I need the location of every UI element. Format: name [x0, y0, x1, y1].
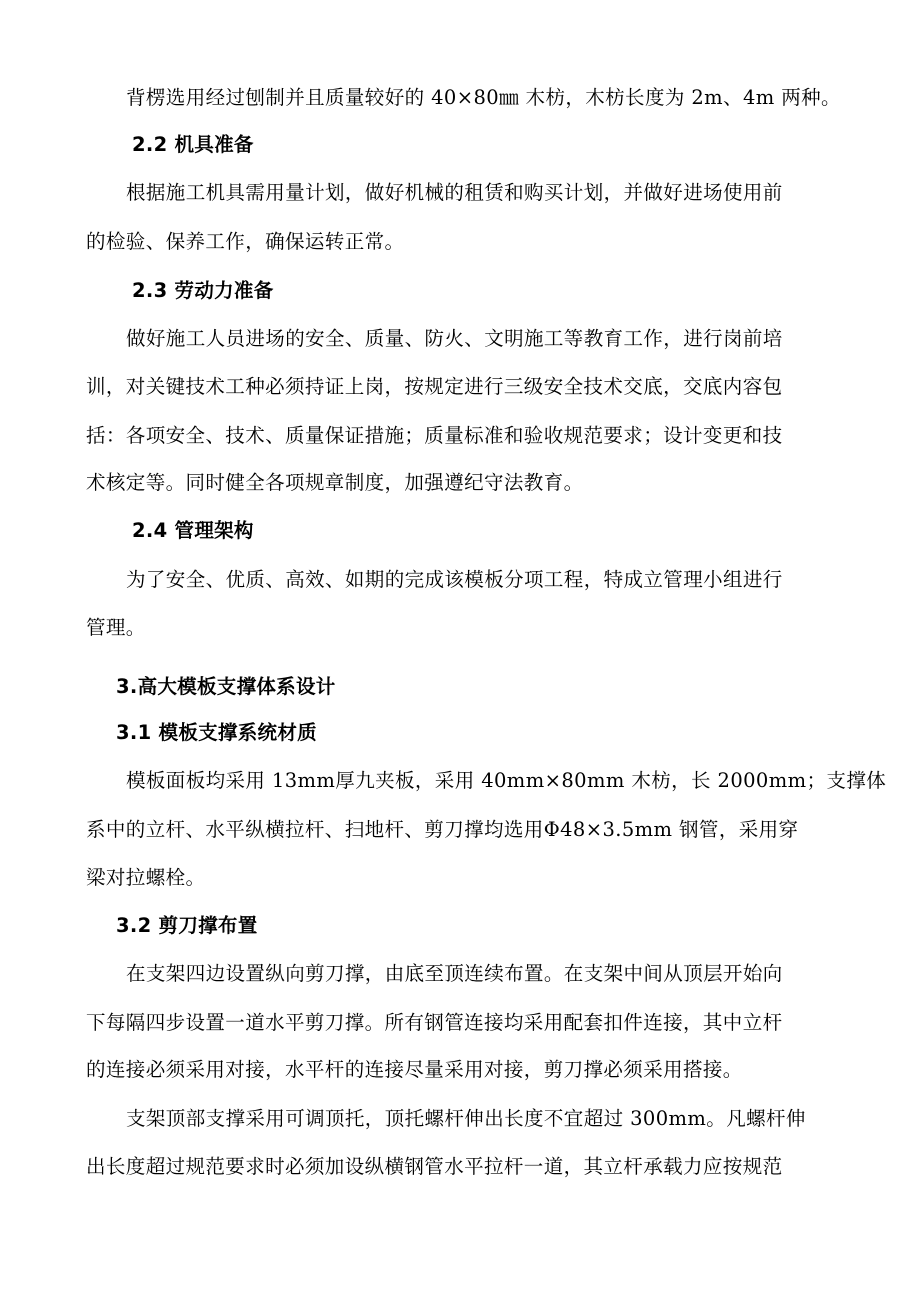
intro-line: 背楞选用经过刨制并且质量较好的 40×80㎜ 木枋，木枋长度为 2m、4m 两种。 — [126, 86, 841, 109]
paragraph-line: 管理。 — [86, 616, 146, 639]
heading-3-1: 3.1 模板支撑系统材质 — [116, 721, 317, 744]
heading-3-2: 3.2 剪刀撑布置 — [116, 914, 258, 937]
paragraph-line: 的检验、保养工作，确保运转正常。 — [86, 230, 405, 253]
paragraph-line: 括：各项安全、技术、质量保证措施；质量标准和验收规范要求；设计变更和技 — [86, 424, 783, 447]
paragraph-line: 根据施工机具需用量计划，做好机械的租赁和购买计划，并做好进场使用前 — [126, 181, 783, 204]
paragraph-line: 下每隔四步设置一道水平剪刀撑。所有钢管连接均采用配套扣件连接，其中立杆 — [86, 1011, 783, 1034]
paragraph-line: 做好施工人员进场的安全、质量、防火、文明施工等教育工作，进行岗前培 — [126, 327, 783, 350]
paragraph-line: 在支架四边设置纵向剪刀撑，由底至顶连续布置。在支架中间从顶层开始向 — [126, 962, 783, 985]
paragraph-line: 模板面板均采用 13mm厚九夹板，采用 40mm×80mm 木枋，长 2000mm；支撑体 — [126, 769, 887, 792]
heading-3: 3.高大模板支撑体系设计 — [116, 675, 336, 698]
heading-2-3: 2.3 劳动力准备 — [132, 279, 274, 302]
paragraph-line: 的连接必须采用对接，水平杆的连接尽量采用对接，剪刀撑必须采用搭接。 — [86, 1058, 743, 1081]
heading-2-4: 2.4 管理架构 — [132, 519, 254, 542]
paragraph-line: 为了安全、优质、高效、如期的完成该模板分项工程，特成立管理小组进行 — [126, 568, 783, 591]
paragraph-line: 梁对拉螺栓。 — [86, 866, 206, 889]
heading-2-2: 2.2 机具准备 — [132, 133, 254, 156]
paragraph-line: 支架顶部支撑采用可调顶托，顶托螺杆伸出长度不宜超过 300mm。凡螺杆伸 — [126, 1107, 806, 1130]
paragraph-line: 系中的立杆、水平纵横拉杆、扫地杆、剪刀撑均选用Φ48×3.5mm 钢管，采用穿 — [86, 818, 799, 841]
paragraph-line: 出长度超过规范要求时必须加设纵横钢管水平拉杆一道，其立杆承载力应按规范 — [86, 1155, 783, 1178]
paragraph-line: 训，对关键技术工种必须持证上岗，按规定进行三级安全技术交底，交底内容包 — [86, 375, 783, 398]
paragraph-line: 术核定等。同时健全各项规章制度，加强遵纪守法教育。 — [86, 471, 584, 494]
